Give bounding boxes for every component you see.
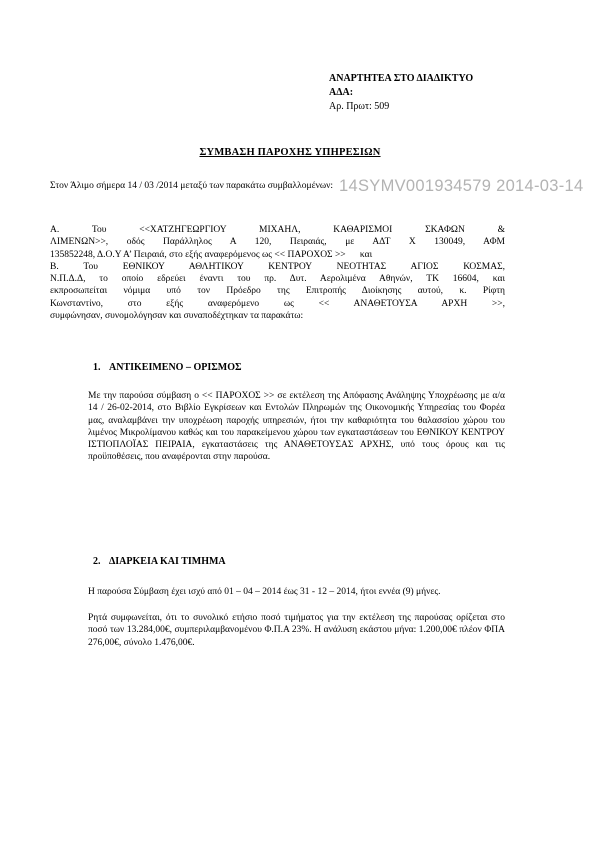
party-b-line1: Β. Του ΕΘΝΙΚΟΥ ΑΘΛΗΤΙΚΟΥ ΚΕΝΤΡΟΥ ΝΕΟΤΗΤΑΣ ΑΓΙΟΣ ΚΟΣΜΑΣ, bbox=[50, 261, 505, 272]
posting-notice: ΑΝΑΡΤΗΤΕΑ ΣΤΟ ΔΙΑΔΙΚΤΥΟ bbox=[329, 73, 474, 84]
section-2-price: Ρητά συμφωνείται, ότι το συνολικό ετήσιο ποσό τιμήματος για την εκτέλεση της παρούσας ορίζεται στο ποσό των 13.284,00€, συμπεριλαμβανομένου Φ.Π.Α 23%. Η ανάλυση εκάστου μήνα: 1.200,00€ πλέον ΦΠΑ 276,00€, σύνολο 1.476,00€. bbox=[88, 613, 505, 648]
party-a-line3: 135852248, Δ.Ο.Υ Α’ Πειραιά, στο εξής αναφερόμενος ως << ΠΑΡΟΧΟΣ >> και bbox=[50, 249, 373, 260]
document-title-wrapper bbox=[0, 142, 595, 160]
section-1-heading bbox=[93, 362, 242, 373]
party-closing-line: συμφώνησαν, συνομολόγησαν και συναποδέχτηκαν τα παρακάτω: bbox=[50, 311, 304, 322]
party-a-line1: Α. Του <<ΧΑΤΖΗΓΕΩΡΓΙΟΥ ΜΙΧΑΗΛ, ΚΑΘΑΡΙΣΜΟΙ ΣΚΑΦΩΝ & bbox=[50, 225, 505, 235]
section-1-number: 1. bbox=[93, 362, 101, 373]
party-b-line2: Ν.Π.Δ.Δ, το οποίο εδρεύει έναντι του πρ. Δυτ. Αερολιμένα Αθηνών, ΤΚ 16604, και bbox=[50, 274, 505, 285]
party-b-line3: εκπροσωπείται νόμιμα υπό τον Πρόεδρο της Επιτροπής Διοίκησης αυτού, κ. Ρίφτη bbox=[50, 286, 505, 297]
section-2-heading bbox=[93, 556, 226, 567]
section-2-duration: Η παρούσα Σύμβαση έχει ισχύ από 01 – 04 – 2014 έως 31 - 12 – 2014, ήτοι εννέα (9) μήνες. bbox=[88, 587, 441, 597]
section-1-title: ΑΝΤΙΚΕΙΜΕΝΟ – ΟΡΙΣΜΟΣ bbox=[109, 362, 242, 373]
section-2-title: ΔΙΑΡΚΕΙΑ ΚΑΙ ΤΙΜΗΜΑ bbox=[109, 556, 226, 567]
document-title: ΣΥΜΒΑΣΗ ΠΑΡΟΧΗΣ ΥΠΗΡΕΣΙΩΝ bbox=[199, 147, 381, 158]
section-2-number: 2. bbox=[93, 556, 101, 567]
party-b-line4: Κωνσταντίνο, στο εξής αναφερόμενο ως << ΑΝΑΘΕΤΟΥΣΑ ΑΡΧΗ >>, bbox=[50, 298, 505, 309]
section-1-text: Με την παρούσα σύμβαση ο << ΠΑΡΟΧΟΣ >> σε εκτέλεση της Απόφασης Ανάληψης Υποχρέωσης με α/α 14 / 26-02-2014, στο Βιβλίο Εγκρίσεων και Εντολών Πληρωμών της Οικονομικής Υπηρεσίας του Φορέα μας, αναλαμβάνει την υποχρέωση παροχής υπηρεσιών, ήτοι την καθαριότητα του θαλασσίου χώρου του λιμένος Μικρολίμανου καθώς και του παρακείμενου χώρου των εγκαταστάσεων του ΕΘΝΙΚΟΥ ΚΕΝΤΡΟΥ ΙΣΤΙΟΠΛΟΪΑΣ ΠΕΙΡΑΙΑ, εγκαταστάσεις της ΑΝΑΘΕΤΟΥΣΑΣ ΑΡΧΗΣ, υπό τους όρους και τις προϋποθέσεις, που αναφέρονται στην παρούσα. bbox=[88, 391, 505, 463]
protocol-number: Αρ. Πρωτ: 509 bbox=[329, 101, 390, 112]
intro-line: Στον Άλιμο σήμερα 14 / 03 /2014 μεταξύ των παρακάτω συμβαλλομένων: bbox=[50, 181, 334, 191]
party-a-line2: ΛΙΜΕΝΩΝ>>, οδός Παράλληλος Α 120, Πειραιάς, με ΑΔΤ Χ 130049, ΑΦΜ bbox=[50, 237, 505, 248]
ada-label: ΑΔΑ: bbox=[329, 87, 354, 98]
ada-watermark: 14SYMV001934579 2014-03-14 bbox=[339, 177, 584, 195]
parties-block bbox=[50, 224, 505, 322]
